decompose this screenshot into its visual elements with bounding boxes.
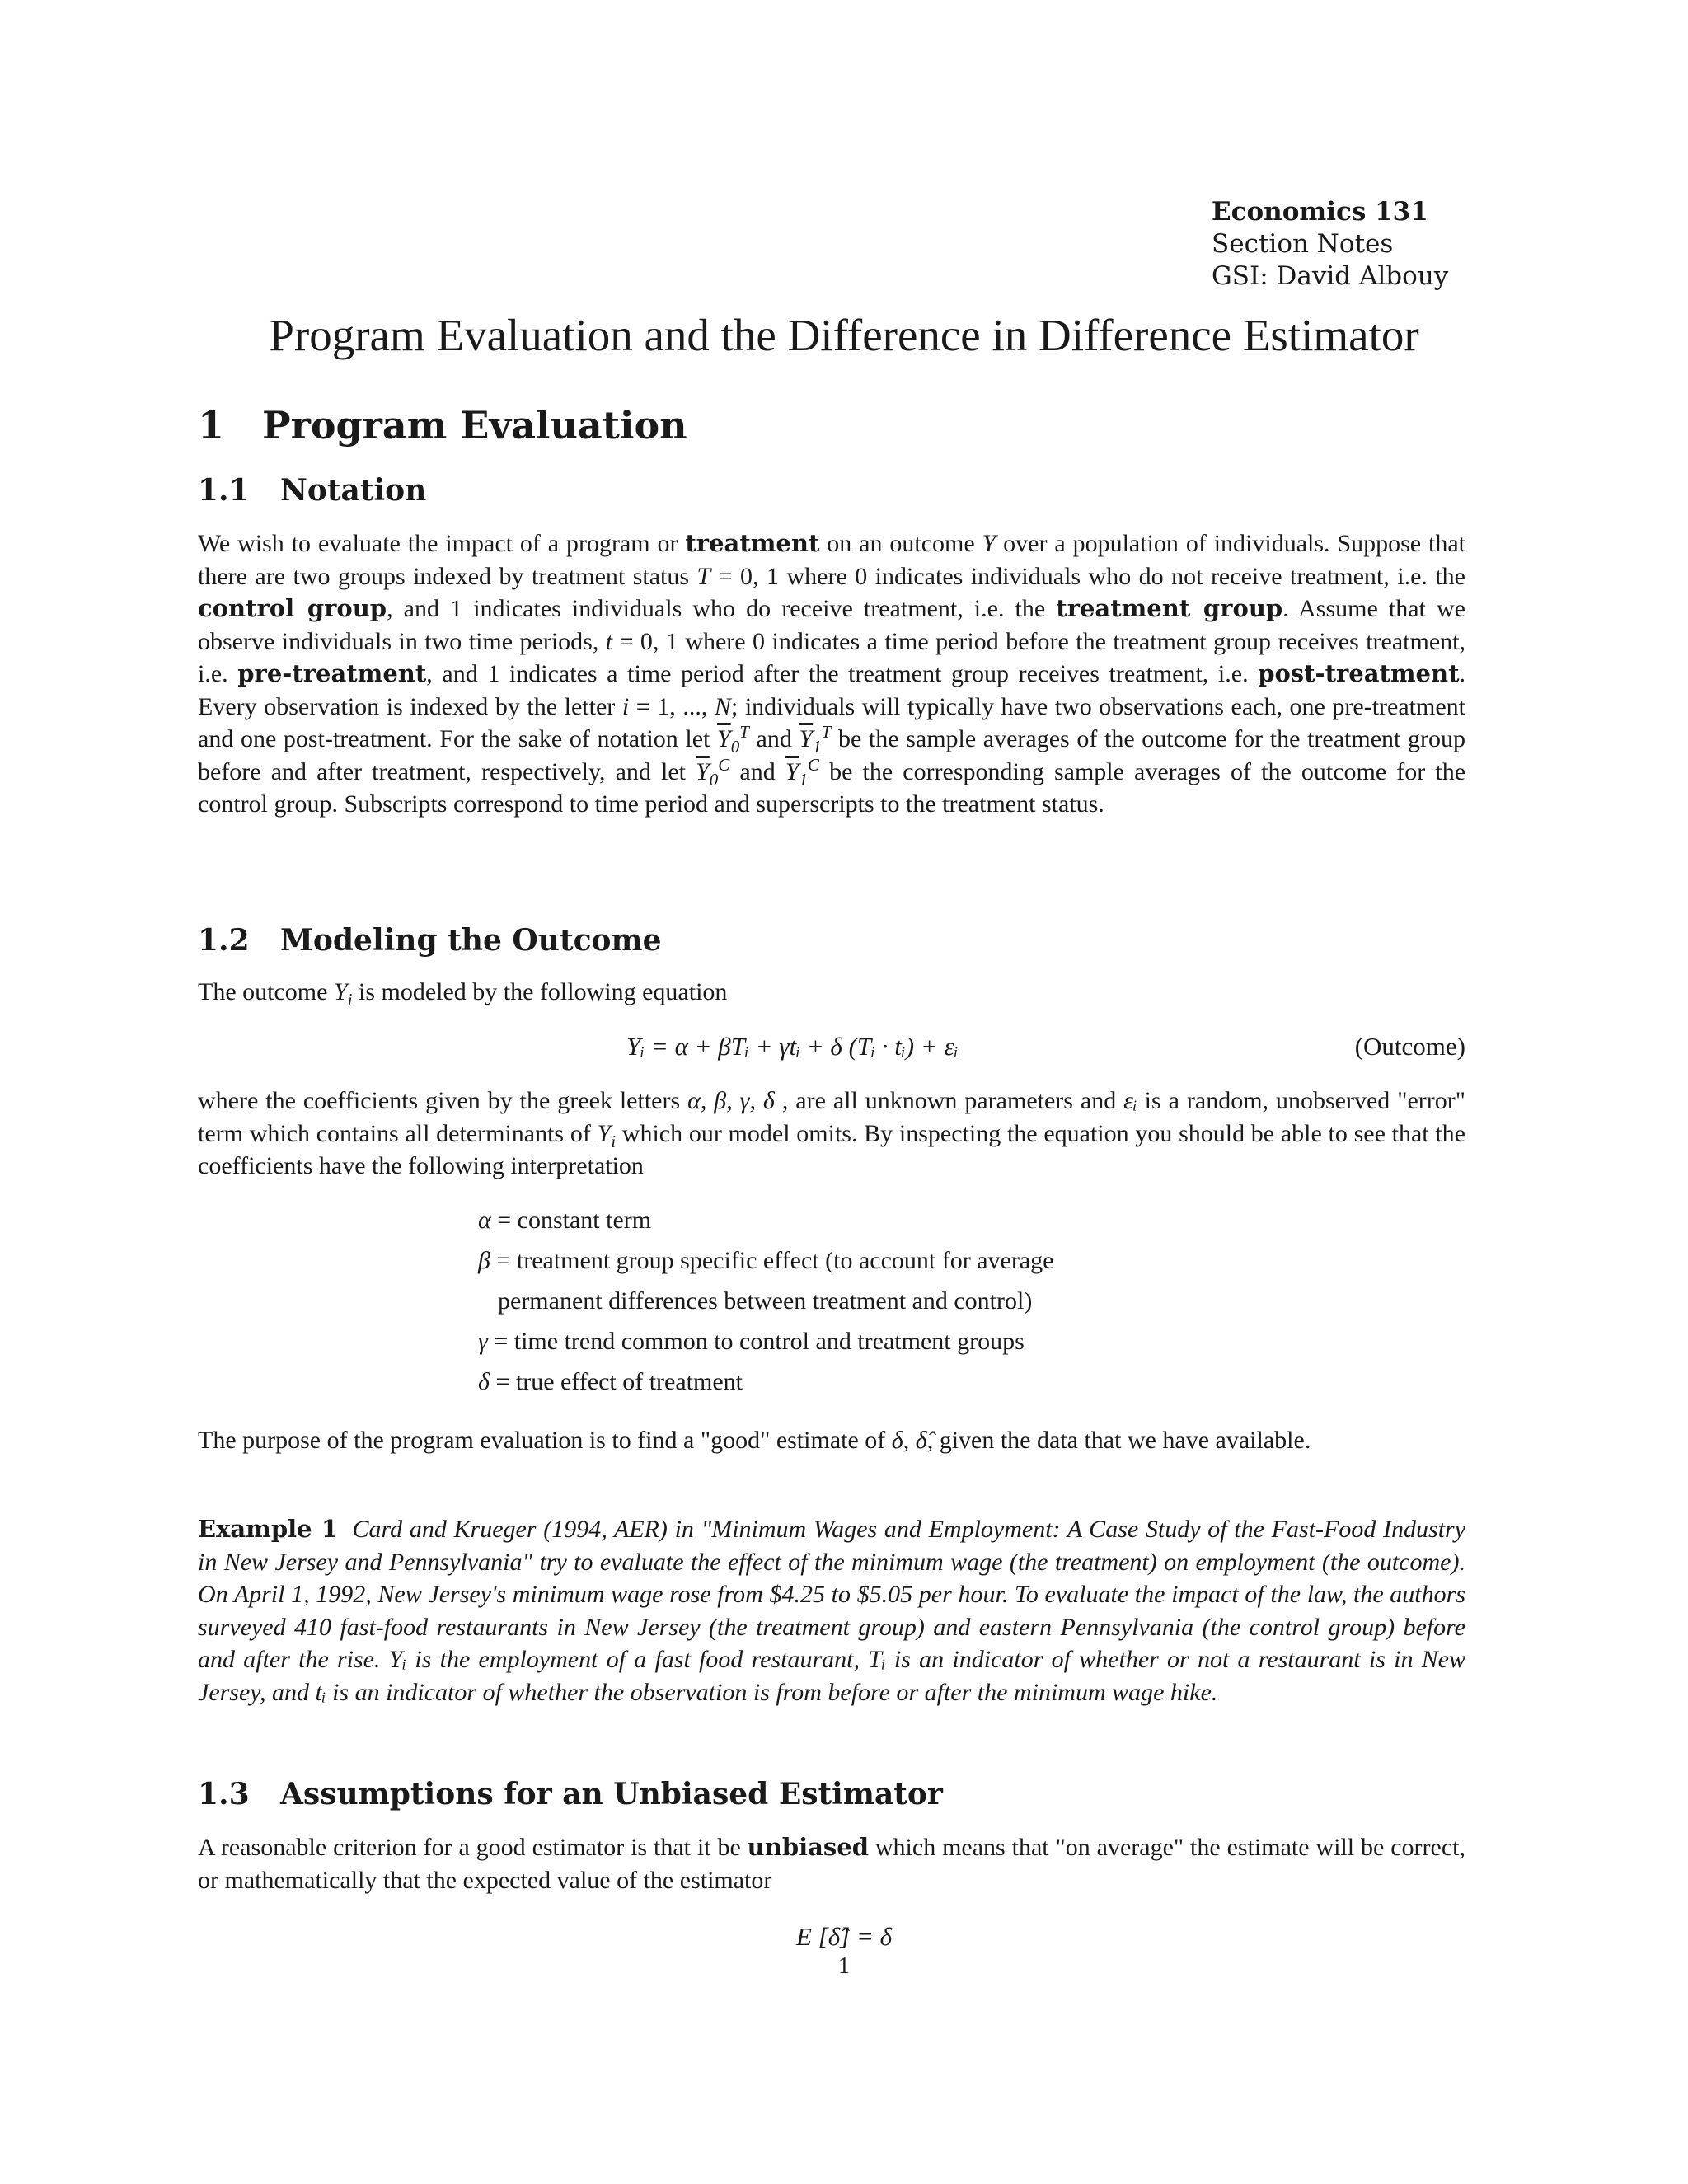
coefficient-explanation: where the coefficients given by the greek letters α, β, γ, δ , are all unknown parameters and εᵢ is a random, unobserved "error" term which contains all determinants of $Y_i$ which our model omits. By inspecting the equation you should be able to see that the coefficients have the following interpretation [198, 1087, 1465, 1179]
outcome-equation-tag: (Outcome) [1354, 1032, 1465, 1061]
coefficient-list [478, 1200, 1053, 1402]
example-1: Example 1 Card and Krueger (1994, AER) in "Minimum Wages and Employment: A Case Study of the Fast-Food Industry in New Jersey and Pennsylvania" try to evaluate the effect of the minimum wage (the treatment) on employment (the outcome). On April 1, 1992, New Jersey's minimum wage rose from $4.25 to $5.05 per hour. To evaluate the impact of the law, the authors surveyed 410 fast-food restaurants in New Jersey (the treatment group) and eastern Pennsylvania (the control group) before and after the rise. Yᵢ is the employment of a fast food restaurant, Tᵢ is an indicator of whether or not a restaurant is in New Jersey, and tᵢ is an indicator of whether the observation is from before or after the minimum wage hike. [198, 1515, 1466, 1706]
notation-paragraph: We wish to evaluate the impact of a program or treatment on an outcome Y over a population of individuals. Suppose that there are two groups indexed by treatment status T = 0, 1 where 0 indicates individuals who do not receive treatment, i.e. the control group, and 1 indicates individuals who do receive treatment, i.e. the treatment group. Assume that we observe individuals in two time periods, t = 0, 1 where 0 indicates a time period before the treatment group receives treatment, i.e. pre-treatment, and 1 indicates a time period after the treatment group receives treatment, i.e. post-treatment. Every observation is indexed by the letter i = 1, ..., N; individuals will typically have two observations each, one pre-treatment and one post-treatment. For the sake of notation let $\overline{Y}_0^T$ and $\overline{Y}_1^T$ be the sample averages of the outcome for the treatment group before and after treatment, respectively, and let $\overline{Y}_0^C$ and $\overline{Y}_1^C$ be the corresponding sample averages of the outcome for the control group. Subscripts correspond to time period and superscripts to the treatment status. [198, 529, 1466, 818]
course-name: Economics 131 [1212, 197, 1428, 227]
notes-label: Section Notes [1212, 229, 1394, 259]
section-1-heading: 1 Program Evaluation [198, 403, 687, 448]
modeling-intro: The outcome $Y_i$ is modeled by the following equation [198, 978, 728, 1010]
coef-delta: δ = true effect of treatment [478, 1368, 743, 1395]
coef-beta-cont: permanent differences between treatment and control) [498, 1287, 1033, 1315]
gsi-label: GSI: David Albouy [1212, 261, 1449, 291]
subsection-1-3-heading: 1.3 Assumptions for an Unbiased Estimator [198, 1777, 943, 1811]
coef-gamma: γ = time trend common to control and treatment groups [478, 1328, 1025, 1355]
example-label: Example 1 [198, 1515, 339, 1543]
coef-alpha: α = constant term [478, 1207, 652, 1234]
page-title: Program Evaluation and the Difference in Difference Estimator [269, 310, 1419, 360]
coef-beta: β = treatment group specific effect (to account for average [478, 1247, 1054, 1274]
outcome-equation-body: Yᵢ = α + βTᵢ + γtᵢ + δ (Tᵢ · tᵢ) + εᵢ [626, 1032, 959, 1061]
purpose-paragraph: The purpose of the program evaluation is to find a "good" estimate of δ, δ̂, given the data that we have available. [198, 1427, 1311, 1454]
subsection-1-1-heading: 1.1 Notation [198, 473, 427, 508]
subsection-1-2-heading: 1.2 Modeling the Outcome [198, 923, 662, 958]
course-header [1212, 196, 1448, 293]
assumptions-paragraph: A reasonable criterion for a good estimator is that it be unbiased which means that "on average" the estimate will be correct, or mathematically that the expected value of the estimator [198, 1833, 1465, 1894]
expectation-equation: E [δ̂] = δ [795, 1922, 893, 1951]
page-number: 1 [838, 1953, 850, 1979]
